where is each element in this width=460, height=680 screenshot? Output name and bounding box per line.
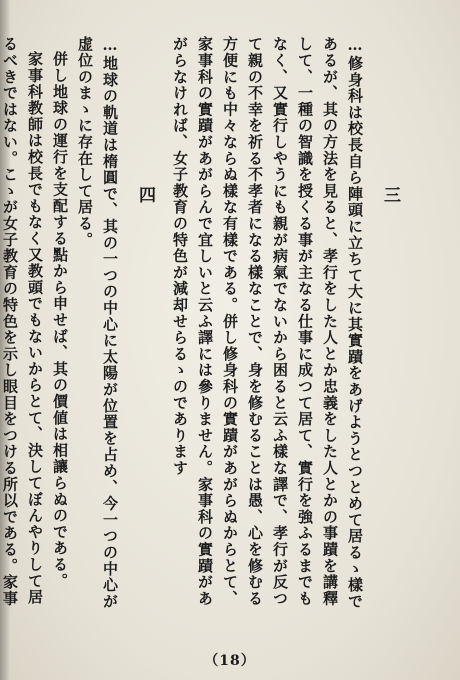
paragraph-three-1: …修身科は校長自ら陣頭に立ちて大に其實蹟をあげようとつとめて居るゝ樣であるが、其の方法を見ると、孝行をした人とか忠義をした人とかの事蹟を講釋して、一種の智識を授くる事が主なる仕事に成つて居て、實行を強ふるまでもなく、又實行しやうにも親が病氣でないから困ると云ふ樣な譯で、孝行が反つて親の不幸を祈る不孝者になる樣なことで、身を修むることは愚、心を修むる方便にも中々ならぬ樣な有樣である。併し修身科の實蹟があがらぬからとて、家事科の實蹟があがらんで宜しいと云ふ譯には參りません。家事科の實蹟があがらなければ、女子教育の特色が減却せらるゝのであります bbox=[171, 36, 364, 610]
paragraph-four-3: 家事科教師は校長でもなく又教頭でもないからとて、決してぼんやりして居るべきではない。こゝが女子教育の特色を示し眼目をつける所以である。家事 bbox=[1, 36, 44, 607]
vertical-text-body bbox=[1, 36, 412, 620]
section-heading-three: 三 bbox=[380, 186, 400, 203]
paragraph-four-1: …地球の軌道は楕圓で、其の一つの中心に太陽が位置を占め、今一つの中心が虚位のまゝに存在して居る。 bbox=[76, 36, 119, 610]
page-number: （18） bbox=[204, 653, 256, 669]
paragraph-four-2: 併し地球の運行を支配する點から申せば、其の價値は相讓らぬのである。 bbox=[51, 51, 69, 589]
section-heading-four: 四 bbox=[135, 186, 155, 203]
